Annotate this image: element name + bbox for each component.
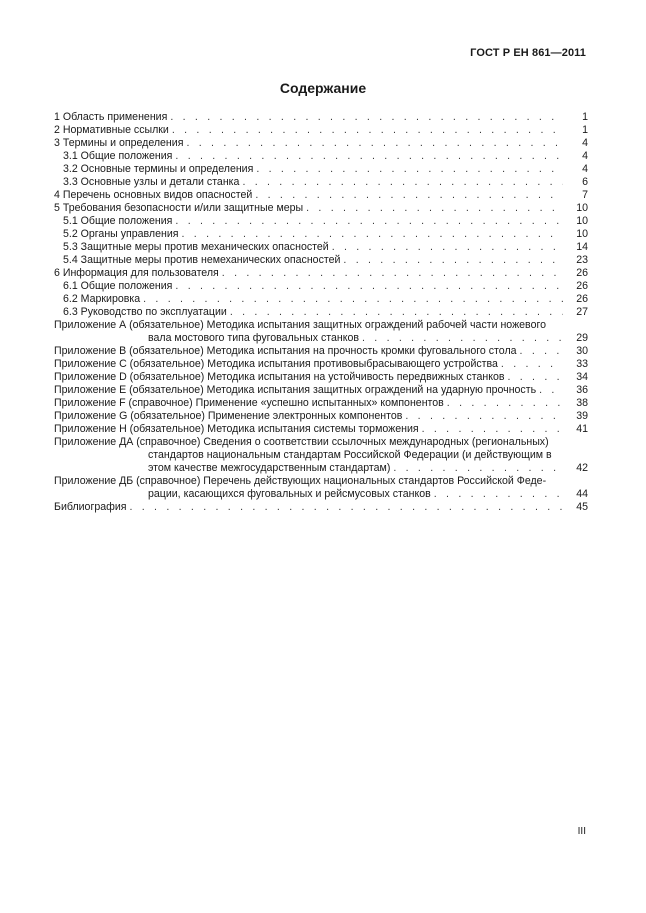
toc-entry-text: 3.2 Основные термины и определения xyxy=(63,163,254,175)
leader-dots xyxy=(255,189,563,202)
leader-dots xyxy=(507,371,563,384)
leader-dots xyxy=(175,215,563,228)
toc-entry-page: 27 xyxy=(576,306,588,318)
toc-entry[interactable] xyxy=(54,267,588,280)
toc-entry-annex[interactable] xyxy=(54,423,588,436)
toc-entry-text: 1 Область применения xyxy=(54,111,168,123)
toc-entry-annex[interactable] xyxy=(54,384,588,397)
toc-entry-text: 5.3 Защитные меры против механических опасностей xyxy=(63,241,329,253)
toc-entry[interactable] xyxy=(54,254,588,267)
leader-dots xyxy=(332,241,563,254)
leader-dots xyxy=(175,150,563,163)
leader-dots xyxy=(175,280,563,293)
toc-entry[interactable] xyxy=(54,202,588,215)
toc-entry-page: 4 xyxy=(582,150,588,162)
toc-entry-page: 23 xyxy=(576,254,588,266)
toc-entry-text: стандартов национальным стандартам Российской Федерации (и действующим в xyxy=(148,449,552,461)
toc-entry-page: 10 xyxy=(576,228,588,240)
toc-entry-continuation xyxy=(54,332,588,345)
toc-entry-text: Библиография xyxy=(54,501,127,513)
toc-entry-annex-da[interactable] xyxy=(54,436,588,475)
toc-entry-page: 29 xyxy=(576,332,588,344)
toc-entry-page: 7 xyxy=(582,189,588,201)
toc-entry-text: 6.3 Руководство по эксплуатации xyxy=(63,306,227,318)
toc-entry[interactable] xyxy=(54,137,588,150)
toc-entry-annex-a[interactable] xyxy=(54,319,588,345)
toc-entry-bibliography[interactable] xyxy=(54,501,588,514)
toc-entry-text: Приложение D (обязательное) Методика испытания на устойчивость передвижных станков xyxy=(54,371,505,383)
leader-dots xyxy=(539,384,563,397)
leader-dots xyxy=(405,410,563,423)
leader-dots xyxy=(222,267,563,280)
toc-entry-annex[interactable] xyxy=(54,371,588,384)
toc-entry-page: 30 xyxy=(576,345,588,357)
toc-entry-text: Приложение G (обязательное) Применение электронных компонентов xyxy=(54,410,403,422)
toc-entry-text: 5.4 Защитные меры против немеханических опасностей xyxy=(63,254,341,266)
toc-entry[interactable] xyxy=(54,241,588,254)
toc-entry-text: этом качестве межгосударственным стандартам) xyxy=(148,462,391,474)
standard-code: ГОСТ Р ЕН 861—2011 xyxy=(470,47,586,59)
toc-entry[interactable] xyxy=(54,280,588,293)
toc-entry-page: 14 xyxy=(576,241,588,253)
toc-entry[interactable] xyxy=(54,163,588,176)
toc-entry-annex[interactable] xyxy=(54,410,588,423)
leader-dots xyxy=(182,228,563,241)
toc-entry[interactable] xyxy=(54,176,588,189)
toc-entry[interactable] xyxy=(54,293,588,306)
toc-entry[interactable] xyxy=(54,215,588,228)
toc-entry-page: 34 xyxy=(576,371,588,383)
leader-dots xyxy=(306,202,563,215)
toc-entry-text: Приложение F (справочное) Применение «успешно испытанных» компонентов xyxy=(54,397,444,409)
toc-entry-text: Приложение ДА (справочное) Сведения о соответствии ссылочных международных (региональных) xyxy=(54,436,549,448)
toc-entry-text: 2 Нормативные ссылки xyxy=(54,124,169,136)
toc-title: Содержание xyxy=(279,80,367,96)
toc-entry-annex[interactable] xyxy=(54,358,588,371)
toc-entry-annex[interactable] xyxy=(54,397,588,410)
toc-entry-text: рации, касающихся фуговальных и рейсмусовых станков xyxy=(148,488,431,500)
leader-dots xyxy=(242,176,563,189)
toc-entry-text: Приложение ДБ (справочное) Перечень действующих национальных стандартов Российской Феде- xyxy=(54,475,547,487)
toc-entry[interactable] xyxy=(54,306,588,319)
toc-entry-page: 6 xyxy=(582,176,588,188)
leader-dots xyxy=(501,358,563,371)
toc-entry-page: 26 xyxy=(576,293,588,305)
toc-entry-page: 26 xyxy=(576,267,588,279)
page-number: III xyxy=(577,826,586,837)
leader-dots xyxy=(422,423,563,436)
leader-dots xyxy=(393,462,563,475)
toc-entry-continuation xyxy=(54,462,588,475)
toc-entry-page: 4 xyxy=(582,163,588,175)
toc-entry-continuation xyxy=(54,488,588,501)
leader-dots xyxy=(434,488,563,501)
leader-dots xyxy=(362,332,563,345)
toc-entry-page: 1 xyxy=(582,111,588,123)
toc-entry[interactable] xyxy=(54,189,588,202)
toc-entry-page: 41 xyxy=(576,423,588,435)
toc-entry-text: 3.1 Общие положения xyxy=(63,150,173,162)
toc-entry-text: 6 Информация для пользователя xyxy=(54,267,219,279)
toc-entry[interactable] xyxy=(54,111,588,124)
toc-entry-text: 5 Требования безопасности и/или защитные меры xyxy=(54,202,304,214)
leader-dots xyxy=(186,137,563,150)
toc-entry-text: Приложение С (обязательное) Методика испытания противовыбрасывающего устройства xyxy=(54,358,498,370)
toc-entry-text: 5.2 Органы управления xyxy=(63,228,179,240)
toc-entry-page: 33 xyxy=(576,358,588,370)
toc-entry-page: 44 xyxy=(576,488,588,500)
toc-entry-page: 4 xyxy=(582,137,588,149)
toc-entry[interactable] xyxy=(54,124,588,137)
toc-entry-page: 38 xyxy=(576,397,588,409)
toc-entry-text: Приложение Н (обязательное) Методика испытания системы торможения xyxy=(54,423,419,435)
toc-entry-page: 36 xyxy=(576,384,588,396)
leader-dots xyxy=(230,306,563,319)
toc-entry-page: 45 xyxy=(576,501,588,513)
leader-dots xyxy=(343,254,563,267)
leader-dots xyxy=(143,293,563,306)
toc-entry-text: 5.1 Общие положения xyxy=(63,215,173,227)
toc-entry-annex[interactable] xyxy=(54,345,588,358)
toc-entry[interactable] xyxy=(54,150,588,163)
toc-entry-text: Приложение А (обязательное) Методика испытания защитных ограждений рабочей части ножевого xyxy=(54,319,546,331)
toc-entry[interactable] xyxy=(54,228,588,241)
table-of-contents xyxy=(54,111,588,514)
toc-entry-text: 4 Перечень основных видов опасностей xyxy=(54,189,253,201)
toc-entry-page: 39 xyxy=(576,410,588,422)
toc-entry-text: 3 Термины и определения xyxy=(54,137,184,149)
toc-entry-page: 26 xyxy=(576,280,588,292)
toc-entry-text: вала мостового типа фуговальных станков xyxy=(148,332,359,344)
leader-dots xyxy=(172,124,563,137)
toc-entry-page: 10 xyxy=(576,202,588,214)
toc-entry-text: 6.2 Маркировка xyxy=(63,293,141,305)
leader-dots xyxy=(256,163,563,176)
toc-entry-page: 1 xyxy=(582,124,588,136)
toc-entry-text: 6.1 Общие положения xyxy=(63,280,173,292)
leader-dots xyxy=(170,111,563,124)
toc-entry-text: 3.3 Основные узлы и детали станка xyxy=(63,176,240,188)
toc-entry-annex-db[interactable] xyxy=(54,475,588,501)
leader-dots xyxy=(447,397,563,410)
leader-dots xyxy=(520,345,563,358)
toc-entry-page: 42 xyxy=(576,462,588,474)
toc-entry-text: Приложение Е (обязательное) Методика испытания защитных ограждений на ударную прочность xyxy=(54,384,537,396)
leader-dots xyxy=(129,501,563,514)
toc-entry-page: 10 xyxy=(576,215,588,227)
toc-entry-text: Приложение В (обязательное) Методика испытания на прочность кромки фуговального стола xyxy=(54,345,517,357)
